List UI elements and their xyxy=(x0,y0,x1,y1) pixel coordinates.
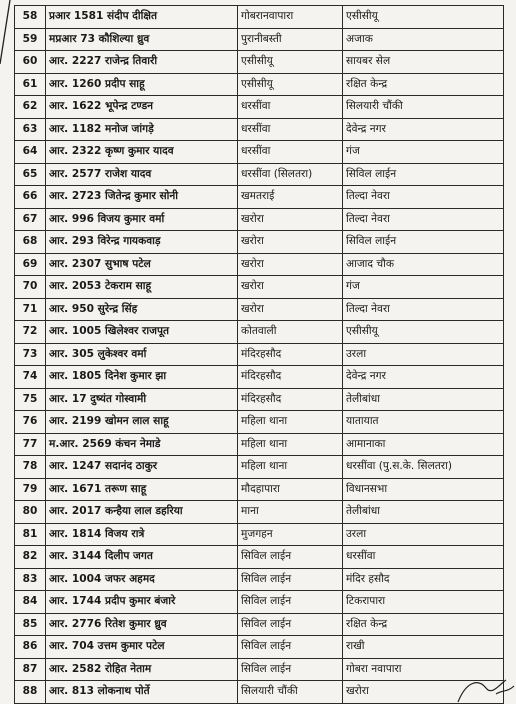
from-station: सिविल लाईन xyxy=(238,613,343,636)
to-station: देवेन्द्र नगर xyxy=(343,366,504,389)
table-row xyxy=(15,433,504,456)
from-station: सिविल लाईन xyxy=(238,591,343,614)
serial-number: 60 xyxy=(15,51,46,74)
constable-name: मप्रआर 73 कौशिल्या ध्रुव xyxy=(46,28,238,51)
constable-name: आर. 2017 कन्हैया लाल डहरिया xyxy=(46,501,238,524)
serial-number: 76 xyxy=(15,411,46,434)
serial-number: 72 xyxy=(15,321,46,344)
constable-name: आर. 1005 खिलेश्वर राजपूत xyxy=(46,321,238,344)
serial-number: 81 xyxy=(15,523,46,546)
table-row xyxy=(15,366,504,389)
constable-name: आर. 1004 जफर अहमद xyxy=(46,568,238,591)
table-row xyxy=(15,51,504,74)
constable-name: आर. 2307 सुभाष पटेल xyxy=(46,253,238,276)
constable-name: आर. 2322 कृष्ण कुमार यादव xyxy=(46,141,238,164)
serial-number: 65 xyxy=(15,163,46,186)
serial-number: 79 xyxy=(15,478,46,501)
serial-number: 83 xyxy=(15,568,46,591)
from-station: कोतवाली xyxy=(238,321,343,344)
serial-number: 66 xyxy=(15,186,46,209)
constable-name: आर. 813 लोकनाथ पोर्ते xyxy=(46,681,238,704)
from-station: महिला थाना xyxy=(238,411,343,434)
from-station: धरसींवा xyxy=(238,141,343,164)
to-station: खरोरा xyxy=(343,681,504,704)
table-row xyxy=(15,141,504,164)
to-station: विधानसभा xyxy=(343,478,504,501)
table-row xyxy=(15,276,504,299)
table-row xyxy=(15,613,504,636)
serial-number: 61 xyxy=(15,73,46,96)
to-station: आजाद चौक xyxy=(343,253,504,276)
to-station: मंदिर हसौद xyxy=(343,568,504,591)
serial-number: 58 xyxy=(15,6,46,29)
table-row xyxy=(15,163,504,186)
table-row xyxy=(15,298,504,321)
to-station: सायबर सेल xyxy=(343,51,504,74)
to-station: उरला xyxy=(343,343,504,366)
table-row xyxy=(15,478,504,501)
table-row xyxy=(15,411,504,434)
serial-number: 88 xyxy=(15,681,46,704)
to-station: तिल्दा नेवरा xyxy=(343,298,504,321)
from-station: खरोरा xyxy=(238,208,343,231)
constable-name: आर. 1260 प्रदीप साहू xyxy=(46,73,238,96)
from-station: सिविल लाईन xyxy=(238,658,343,681)
to-station: रक्षित केन्द्र xyxy=(343,73,504,96)
from-station: धरसींवा (सिलतरा) xyxy=(238,163,343,186)
to-station: आमानाका xyxy=(343,433,504,456)
serial-number: 82 xyxy=(15,546,46,569)
serial-number: 73 xyxy=(15,343,46,366)
to-station: राखी xyxy=(343,636,504,659)
table-row xyxy=(15,118,504,141)
serial-number: 74 xyxy=(15,366,46,389)
to-station: रक्षित केन्द्र xyxy=(343,613,504,636)
to-station: अजाक xyxy=(343,28,504,51)
serial-number: 86 xyxy=(15,636,46,659)
serial-number: 62 xyxy=(15,96,46,119)
serial-number: 75 xyxy=(15,388,46,411)
table-row xyxy=(15,186,504,209)
to-station: गोबरा नवापारा xyxy=(343,658,504,681)
serial-number: 71 xyxy=(15,298,46,321)
table-row xyxy=(15,568,504,591)
to-station: सिविल लाईन xyxy=(343,231,504,254)
to-station: धरसींवा xyxy=(343,546,504,569)
from-station: खरोरा xyxy=(238,253,343,276)
table-row xyxy=(15,546,504,569)
table-row xyxy=(15,501,504,524)
constable-name: आर. 1622 भूपेन्द्र टण्डन xyxy=(46,96,238,119)
to-station: देवेन्द्र नगर xyxy=(343,118,504,141)
serial-number: 77 xyxy=(15,433,46,456)
constable-name: आर. 2577 राजेश यादव xyxy=(46,163,238,186)
from-station: महिला थाना xyxy=(238,433,343,456)
constable-name: आर. 17 दुष्यंत गोस्वामी xyxy=(46,388,238,411)
constable-name: आर. 293 विरेन्द्र गायकवाड़ xyxy=(46,231,238,254)
serial-number: 63 xyxy=(15,118,46,141)
from-station: गोबरानवापारा xyxy=(238,6,343,29)
table-row xyxy=(15,321,504,344)
serial-number: 84 xyxy=(15,591,46,614)
to-station: यातायात xyxy=(343,411,504,434)
constable-name: आर. 950 सुरेन्द्र सिंह xyxy=(46,298,238,321)
from-station: एसीसीयू xyxy=(238,51,343,74)
constable-name: आर. 1805 दिनेश कुमार झा xyxy=(46,366,238,389)
constable-name: आर. 2723 जितेन्द्र कुमार सोनी xyxy=(46,186,238,209)
from-station: पुरानीबस्ती xyxy=(238,28,343,51)
table-row xyxy=(15,96,504,119)
to-station: तेलीबांधा xyxy=(343,501,504,524)
serial-number: 64 xyxy=(15,141,46,164)
from-station: सिविल लाईन xyxy=(238,546,343,569)
to-station: धरसींवा (पु.स.के. सिलतरा) xyxy=(343,456,504,479)
to-station: तेलीबांधा xyxy=(343,388,504,411)
to-station: सिलयारी चौंकी xyxy=(343,96,504,119)
constable-name: आर. 1247 सदानंद ठाकुर xyxy=(46,456,238,479)
table-row xyxy=(15,253,504,276)
constable-name: आर. 1182 मनोज जांगड़े xyxy=(46,118,238,141)
table-row xyxy=(15,456,504,479)
table-row xyxy=(15,388,504,411)
to-station: टिकरापारा xyxy=(343,591,504,614)
constable-name: म.आर. 2569 कंचन नेमाडे xyxy=(46,433,238,456)
from-station: मंदिरहसौद xyxy=(238,343,343,366)
serial-number: 59 xyxy=(15,28,46,51)
table-row xyxy=(15,591,504,614)
table-row xyxy=(15,523,504,546)
from-station: महिला थाना xyxy=(238,456,343,479)
handwritten-signature xyxy=(456,676,516,704)
constable-name: आर. 2199 खोमन लाल साहू xyxy=(46,411,238,434)
table-row xyxy=(15,231,504,254)
table-row xyxy=(15,208,504,231)
to-station: गंज xyxy=(343,276,504,299)
constable-name: आर. 305 लुकेश्वर वर्मा xyxy=(46,343,238,366)
from-station: मंदिरहसौद xyxy=(238,366,343,389)
constable-name: आर. 1671 तरूण साहू xyxy=(46,478,238,501)
constable-name: आर. 2776 रितेश कुमार ध्रुव xyxy=(46,613,238,636)
from-station: खमतराई xyxy=(238,186,343,209)
to-station: उरला xyxy=(343,523,504,546)
from-station: सिलयारी चौंकी xyxy=(238,681,343,704)
to-station: तिल्दा नेवरा xyxy=(343,186,504,209)
table-row xyxy=(15,681,504,704)
table-row xyxy=(15,6,504,29)
to-station: गंज xyxy=(343,141,504,164)
table-row xyxy=(15,658,504,681)
to-station: एसीसीयू xyxy=(343,321,504,344)
serial-number: 85 xyxy=(15,613,46,636)
from-station: खरोरा xyxy=(238,276,343,299)
constable-name: आर. 3144 दिलीप जगत xyxy=(46,546,238,569)
from-station: धरसींवा xyxy=(238,96,343,119)
transfer-table-body xyxy=(15,6,504,704)
table-row xyxy=(15,636,504,659)
to-station: एसीसीयू xyxy=(343,6,504,29)
table-row xyxy=(15,343,504,366)
constable-name: आर. 1814 विजय रात्रे xyxy=(46,523,238,546)
from-station: मंदिरहसौद xyxy=(238,388,343,411)
from-station: मौदहापारा xyxy=(238,478,343,501)
constable-name: आर. 1744 प्रदीप कुमार बंजारे xyxy=(46,591,238,614)
to-station: तिल्दा नेवरा xyxy=(343,208,504,231)
transfer-table xyxy=(14,5,504,704)
constable-name: आर. 996 विजय कुमार वर्मा xyxy=(46,208,238,231)
serial-number: 69 xyxy=(15,253,46,276)
from-station: खरोरा xyxy=(238,231,343,254)
serial-number: 87 xyxy=(15,658,46,681)
from-station: सिविल लाईन xyxy=(238,636,343,659)
serial-number: 67 xyxy=(15,208,46,231)
serial-number: 68 xyxy=(15,231,46,254)
serial-number: 70 xyxy=(15,276,46,299)
from-station: सिविल लाईन xyxy=(238,568,343,591)
constable-name: आर. 2227 राजेन्द्र तिवारी xyxy=(46,51,238,74)
constable-name: आर. 704 उत्तम कुमार पटेल xyxy=(46,636,238,659)
constable-name: आर. 2053 टेकराम साहू xyxy=(46,276,238,299)
to-station: सिविल लाईन xyxy=(343,163,504,186)
from-station: मुजगहन xyxy=(238,523,343,546)
from-station: धरसींवा xyxy=(238,118,343,141)
constable-name: आर. 2582 रोहित नेताम xyxy=(46,658,238,681)
from-station: माना xyxy=(238,501,343,524)
serial-number: 80 xyxy=(15,501,46,524)
from-station: एसीसीयू xyxy=(238,73,343,96)
from-station: खरोरा xyxy=(238,298,343,321)
constable-name: प्रआर 1581 संदीप दीक्षित xyxy=(46,6,238,29)
serial-number: 78 xyxy=(15,456,46,479)
table-row xyxy=(15,73,504,96)
table-row xyxy=(15,28,504,51)
